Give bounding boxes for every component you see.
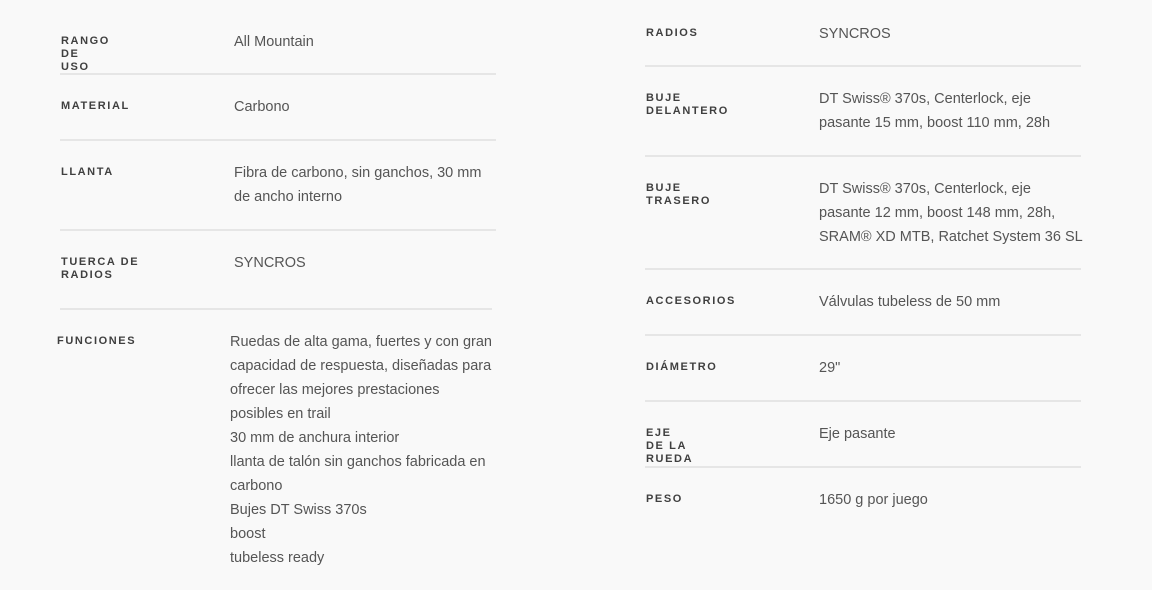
spec-label: PESO (646, 493, 683, 505)
spec-label: RADIOS (646, 27, 699, 39)
spec-label: FUNCIONES (57, 335, 137, 347)
divider (60, 139, 496, 141)
spec-label: RANGO DE USO (61, 35, 110, 73)
spec-value: 29" (819, 360, 841, 376)
spec-label: MATERIAL (61, 100, 130, 112)
spec-value: Fibra de carbono, sin ganchos, 30 mm de ancho interno (234, 165, 482, 205)
spec-label: DIÁMETRO (646, 361, 718, 373)
spec-value: Ruedas de alta gama, fuertes y con gran capacidad de respuesta, diseñadas para ofrecer las mejores prestaciones posibles en trail 30 mm de anchura interior llanta de talón sin ganchos fabricada en carbono Bujes DT Swiss 370s boost tubeless ready (230, 334, 492, 566)
spec-value: All Mountain (234, 34, 314, 50)
divider (645, 268, 1081, 270)
spec-label: BUJE TRASERO (646, 182, 711, 207)
spec-value: SYNCROS (234, 255, 306, 271)
spec-label: TUERCA DE RADIOS (61, 256, 140, 281)
spec-value: Válvulas tubeless de 50 mm (819, 294, 1001, 310)
divider (645, 334, 1081, 336)
divider (645, 65, 1081, 67)
spec-label: ACCESORIOS (646, 295, 736, 307)
spec-label: BUJE DELANTERO (646, 92, 729, 117)
divider (645, 466, 1081, 468)
spec-value: SYNCROS (819, 26, 891, 42)
divider (645, 400, 1081, 402)
divider (645, 155, 1081, 157)
divider (60, 73, 496, 75)
divider (60, 308, 492, 310)
spec-value: 1650 g por juego (819, 492, 928, 508)
spec-value: DT Swiss® 370s, Centerlock, eje pasante 15 mm, boost 110 mm, 28h (819, 91, 1051, 131)
spec-value: Eje pasante (819, 426, 896, 442)
spec-value: DT Swiss® 370s, Centerlock, eje pasante 12 mm, boost 148 mm, 28h, SRAM® XD MTB, Ratchet System 36 SL (819, 181, 1083, 245)
spec-label: EJE DE LA RUEDA (646, 427, 694, 465)
spec-label: LLANTA (61, 166, 114, 178)
spec-value: Carbono (234, 99, 290, 115)
divider (60, 229, 496, 231)
